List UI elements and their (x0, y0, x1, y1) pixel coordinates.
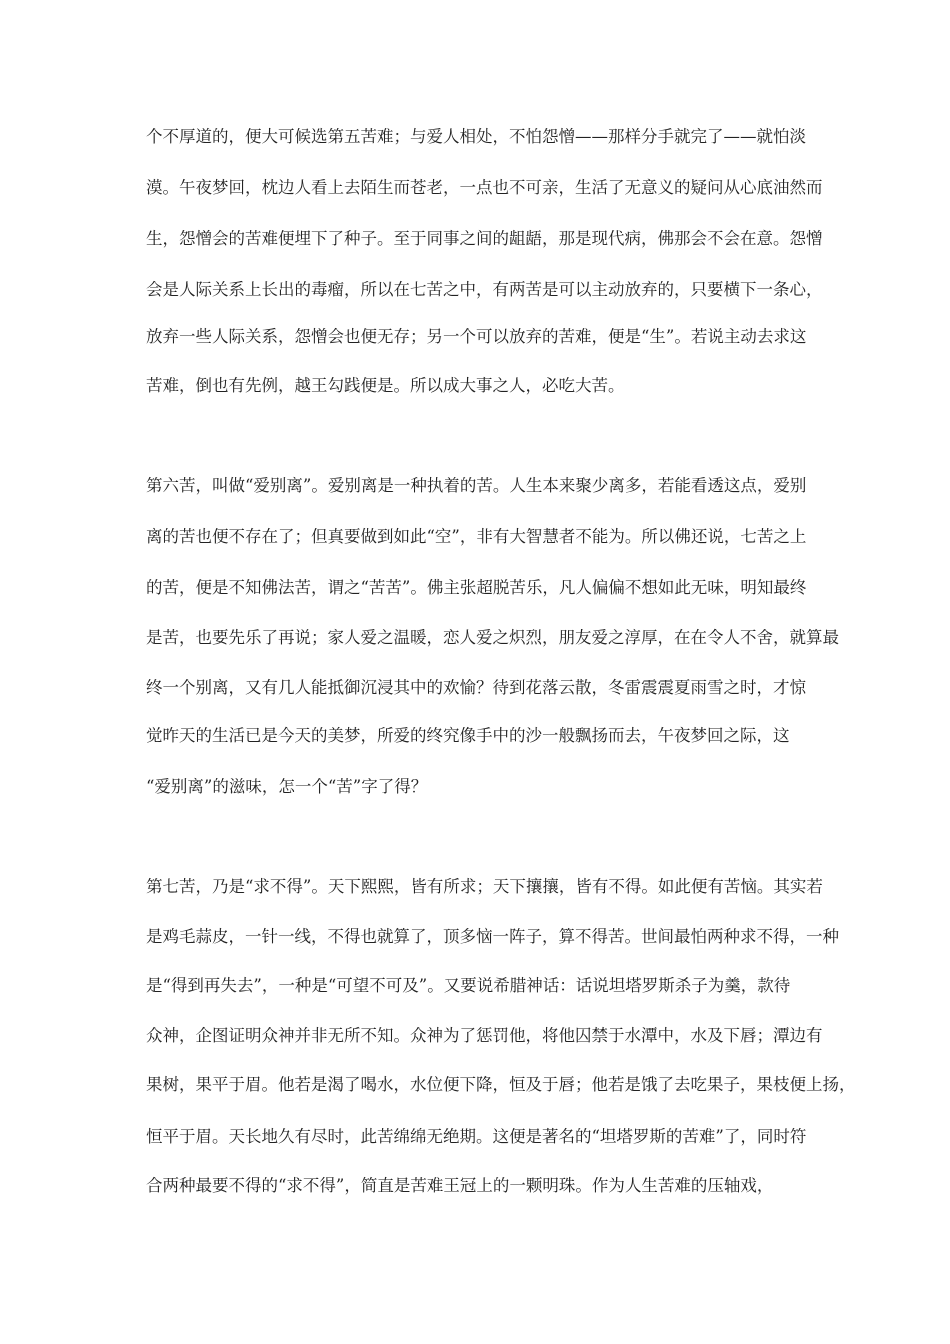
text-line: “爱别离”的滋味，怎一个“苦”字了得？ (146, 777, 428, 796)
text-line: 是鸡毛蒜皮，一针一线，不得也就算了，顶多恼一阵子，算不得苦。世间最怕两种求不得，一种 (146, 927, 839, 946)
text-line: 第七苦，乃是“求不得”。天下熙熙，皆有所求；天下攘攘，皆有不得。如此便有苦恼。其实若 (146, 877, 823, 896)
text-line: 终一个别离，又有几人能抵御沉浸其中的欢愉？待到花落云散，冬雷震震夏雨雪之时，才惊 (146, 678, 806, 697)
text-line: 众神，企图证明众神并非无所不知。众神为了惩罚他，将他囚禁于水潭中，水及下唇；潭边有 (146, 1026, 823, 1045)
text-line: 果树，果平于眉。他若是渴了喝水，水位便下降，恒及于唇；他若是饿了去吃果子，果枝便上扬， (146, 1075, 856, 1094)
text-line: 生，怨憎会的苦难便埋下了种子。至于同事之间的龃龉，那是现代病，佛那会不会在意。怨憎 (146, 229, 823, 248)
text-line: 第六苦，叫做“爱别离”。爱别离是一种执着的苦。人生本来聚少离多，若能看透这点，爱别 (146, 476, 807, 495)
text-line: 会是人际关系上长出的毒瘤，所以在七苦之中，有两苦是可以主动放弃的，只要横下一条心， (146, 280, 823, 299)
text-line: 的苦，便是不知佛法苦，谓之“苦苦”。佛主张超脱苦乐，凡人偏偏不想如此无味，明知最终 (146, 578, 807, 597)
text-line: 是“得到再失去”，一种是“可望不可及”。又要说希腊神话：话说坦塔罗斯杀子为羹，款待 (146, 976, 791, 995)
text-line: 个不厚道的，便大可候选第五苦难；与爱人相处，不怕怨憎——那样分手就完了——就怕淡 (146, 127, 806, 146)
text-line: 觉昨天的生活已是今天的美梦，所爱的终究像手中的沙一般飘扬而去，午夜梦回之际，这 (146, 726, 790, 745)
text-line: 是苦，也要先乐了再说；家人爱之温暖，恋人爱之炽烈，朋友爱之淳厚，在在令人不舍，就算最 (146, 628, 839, 647)
text-line: 苦难，倒也有先例，越王勾践便是。所以成大事之人，必吃大苦。 (146, 376, 625, 395)
text-line: 放弃一些人际关系，怨憎会也便无存；另一个可以放弃的苦难，便是“生”。若说主动去求这 (146, 327, 807, 346)
text-line: 合两种最要不得的“求不得”，简直是苦难王冠上的一颗明珠。作为人生苦难的压轴戏， (146, 1176, 774, 1195)
text-line: 离的苦也便不存在了；但真要做到如此“空”，非有大智慧者不能为。所以佛还说，七苦之上 (146, 527, 807, 546)
text-line: 漠。午夜梦回，枕边人看上去陌生而苍老，一点也不可亲，生活了无意义的疑问从心底油然而 (146, 178, 823, 197)
text-line: 恒平于眉。天长地久有尽时，此苦绵绵无绝期。这便是著名的“坦塔罗斯的苦难”了，同时符 (146, 1127, 807, 1146)
